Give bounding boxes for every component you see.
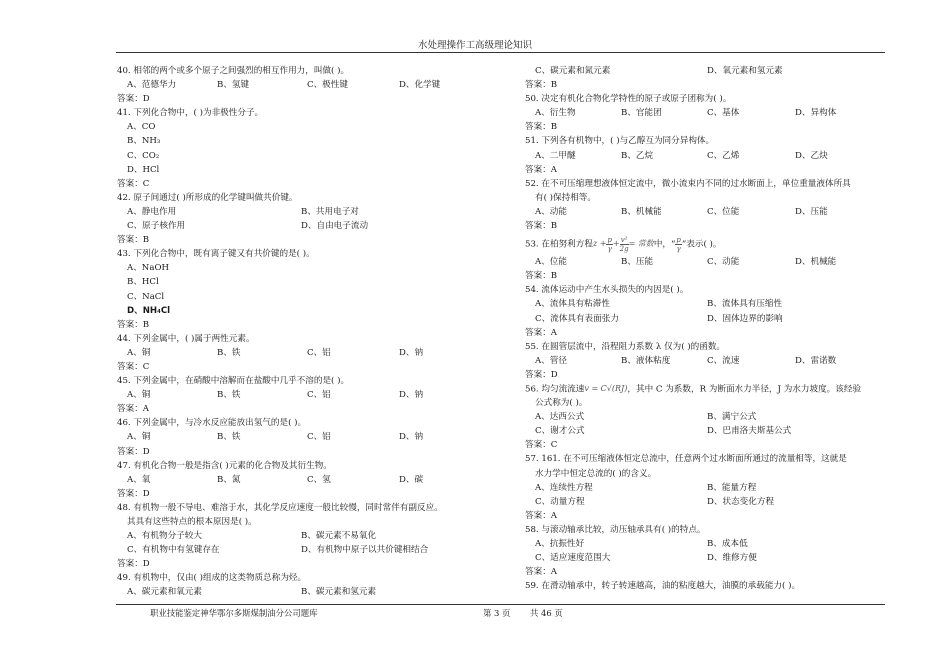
options-row	[525, 410, 887, 424]
option-item: C、铝	[307, 390, 331, 401]
option-item: D、巴甫洛夫斯基公式	[707, 426, 792, 437]
option-line: D、NH₄Cl	[127, 305, 171, 316]
option-item: C、极性键	[307, 80, 348, 91]
option-item: D、钠	[399, 432, 424, 443]
option-item: A、有机物分子较大	[127, 531, 202, 542]
question-text: 50. 决定有机化合物化学特性的原子或原子团称为( )。	[525, 94, 732, 105]
question-text-part: 中，“	[653, 239, 676, 250]
eq-numerator: p	[676, 235, 681, 244]
options-row	[117, 473, 499, 487]
question-text: 49. 有机物中，仅由( )组成的这类物质总称为烃。	[117, 573, 307, 584]
option-line: D、HCl	[127, 164, 160, 175]
option-item: D、钠	[399, 390, 424, 401]
eq-fraction	[620, 236, 629, 253]
options-row	[525, 495, 887, 509]
eq-numerator: p	[607, 235, 612, 244]
answer-line: 答案：B	[525, 122, 558, 133]
question-text-continued: 公式称为( )。	[535, 398, 588, 409]
question-text: 43. 下列化合物中，既有离子键又有共价键的是( )。	[117, 249, 315, 260]
eq-denominator: γ	[676, 244, 681, 253]
option-item: D、乙炔	[795, 150, 828, 161]
footer-page-number: 第 3 页	[483, 608, 511, 618]
options-row	[525, 205, 887, 219]
option-line: B、HCl	[127, 277, 159, 288]
answer-line: 答案：A	[117, 404, 149, 415]
option-item: A、位能	[535, 257, 567, 268]
answer-line: 答案：D	[117, 94, 150, 105]
bernoulli-equation	[593, 233, 654, 255]
option-item: B、乙烷	[621, 150, 654, 161]
option-item: B、流体具有压缩性	[707, 299, 783, 310]
option-item: A、范德华力	[127, 80, 177, 91]
option-item: C、适应速度范围大	[535, 553, 611, 564]
options-row	[117, 529, 499, 543]
option-item: B、碳元素不易氧化	[301, 531, 377, 542]
options-row	[525, 255, 887, 269]
option-line: C、CO₂	[127, 150, 160, 161]
question-text: 48. 有机物一般不导电、难溶于水，其化学反应速度一般比较慢，同时常伴有副反应。	[117, 502, 443, 513]
option-item: D、压能	[795, 206, 828, 217]
question-text: 55. 在圆管层流中，沿程阻力系数 λ 仅为( )的函数。	[525, 341, 726, 352]
option-item: C、基体	[707, 108, 740, 119]
answer-line: 答案：B	[117, 235, 150, 246]
options-row	[525, 297, 887, 311]
options-row	[525, 64, 887, 78]
option-item: C、有机物中有氢键存在	[127, 545, 220, 556]
option-item: A、铜	[127, 347, 151, 358]
option-item: B、铁	[217, 347, 241, 358]
option-item: C、动量方程	[535, 496, 585, 507]
options-row	[117, 346, 499, 360]
footer-source: 职业技能鉴定神华鄂尔多斯煤制油分公司题库	[150, 608, 318, 618]
option-item: A、铜	[127, 432, 151, 443]
option-item: C、氢	[307, 474, 331, 485]
options-row	[525, 106, 887, 120]
options-row	[117, 78, 499, 92]
option-item: C、铝	[307, 347, 331, 358]
option-item: B、铁	[217, 390, 241, 401]
options-row	[525, 481, 887, 495]
question-text: 58. 与滚动轴承比较，动压轴承具有( )的特点。	[525, 524, 706, 535]
answer-line: 答案：A	[525, 510, 557, 521]
option-item: B、碳元素和氢元素	[301, 587, 377, 598]
question-text-part: 56. 均匀流流速	[525, 384, 585, 395]
question-text: 57. 161. 在不可压缩液体恒定总流中，任意两个过水断面所通过的流量相等，这就是	[525, 454, 847, 465]
option-item: A、流体具有粘滞性	[535, 299, 610, 310]
option-line: C、NaCl	[127, 291, 165, 302]
eq-denominator: γ	[607, 244, 612, 253]
option-item: C、乙烯	[707, 150, 740, 161]
answer-line: 答案：A	[525, 164, 557, 175]
option-item: C、位能	[707, 206, 740, 217]
question-text: 40. 相邻的两个或多个原子之间强烈的相互作用力，叫做( )。	[117, 66, 350, 76]
answer-line: 答案：B	[117, 319, 150, 330]
option-item: B、能量方程	[707, 482, 757, 493]
option-item: D、钠	[399, 347, 424, 358]
options-row	[117, 205, 499, 219]
options-row	[525, 149, 887, 163]
answer-line: 答案：D	[117, 488, 150, 499]
option-item: D、有机物中原子以共价键相结合	[301, 545, 429, 556]
option-item: B、共用电子对	[301, 206, 359, 217]
option-item: B、官能团	[621, 108, 662, 119]
option-item: B、满宁公式	[707, 412, 757, 423]
options-row	[117, 388, 499, 402]
options-row	[525, 551, 887, 565]
answer-line: 答案：B	[525, 271, 558, 282]
option-item: D、异构体	[795, 108, 837, 119]
option-line: B、NH₃	[127, 136, 161, 147]
answer-line: 答案：D	[117, 446, 150, 457]
question-text: 59. 在滑动轴承中，转子转速越高，油的粘度越大，油膜的承载能力( )。	[525, 581, 801, 592]
right-column	[525, 64, 887, 593]
answer-line: 答案：D	[525, 369, 558, 380]
option-item: B、机械能	[621, 206, 662, 217]
question-text: 41. 下列化合物中，( )为非极性分子。	[117, 108, 264, 119]
question-text-continued: 其具有这些特点的根本原因是( )。	[127, 517, 257, 527]
left-column	[117, 64, 499, 600]
option-item: C、原子核作用	[127, 221, 186, 232]
option-item: D、状态变化方程	[707, 496, 775, 507]
option-item: A、静电作用	[127, 206, 177, 217]
question-text: 52. 在不可压缩理想液体恒定流中，微小流束内不同的过水断面上，单位重量液体所具	[525, 178, 851, 189]
answer-line: 答案：B	[525, 221, 558, 232]
option-item: B、成本低	[707, 539, 748, 549]
option-item: B、铁	[217, 432, 241, 443]
option-item: A、动能	[535, 206, 567, 217]
option-item: C、谢才公式	[535, 426, 585, 437]
option-item: A、连续性方程	[535, 482, 593, 493]
options-row	[525, 312, 887, 326]
option-item: A、铜	[127, 390, 151, 401]
option-item: D、碳	[399, 474, 424, 485]
options-row	[525, 424, 887, 438]
question-text	[525, 382, 887, 396]
question-text-continued: 水力学中恒定总流的( )的含义。	[535, 468, 657, 479]
question-text-part: ”表示( )。	[681, 239, 722, 250]
option-item: A、抗振性好	[535, 539, 585, 549]
answer-line: 答案：D	[117, 559, 150, 570]
option-line: A、NaOH	[127, 263, 169, 274]
option-line: A、CO	[127, 122, 156, 133]
options-row	[117, 219, 499, 233]
option-item: D、固体边界的影响	[707, 313, 783, 324]
header-rule	[116, 52, 885, 53]
question-text-part: 53. 在柏努利方程	[525, 239, 593, 250]
eq-denominator: 2g	[619, 244, 629, 253]
question-text: 42. 原子间通过( )所形成的化学键叫做共价键。	[117, 192, 298, 203]
question-text: 44. 下列金属中，( )属于两性元素。	[117, 333, 255, 344]
option-item: A、达西公式	[535, 412, 585, 423]
options-row	[117, 430, 499, 444]
eq-term: z +	[592, 239, 607, 249]
page-header-title: 水处理操作工高级理论知识	[417, 40, 532, 51]
question-text: 47. 有机化合物一般是指含( )元素的化合物及其衍生物。	[117, 460, 332, 471]
question-text-part: ，其中 C 为系数，R 为断面水力半径，J 为水力坡度。该经验	[627, 384, 862, 395]
answer-line: 答案：C	[117, 361, 150, 372]
option-item: B、氢键	[217, 80, 250, 91]
question-text: 51. 下列各有机物中，( )与乙醇互为同分异构体。	[525, 136, 715, 147]
option-item: C、铝	[307, 432, 331, 443]
question-text: 45. 下列金属中，在硝酸中溶解而在盐酸中几乎不溶的是( )。	[117, 376, 350, 387]
option-item: A、二甲醚	[535, 150, 576, 161]
option-item: D、自由电子流动	[301, 221, 369, 232]
option-item: D、维修方便	[707, 553, 757, 564]
question-text: 46. 下列金属中，与冷水反应能放出氢气的是( )。	[117, 418, 307, 429]
eq-numerator: v²	[620, 235, 628, 244]
option-item: A、管径	[535, 355, 567, 366]
options-row	[117, 543, 499, 557]
footer-page-total: 共 46 页	[530, 608, 563, 618]
option-item: C、碳元素和氮元素	[535, 66, 611, 76]
answer-line: 答案：A	[525, 567, 557, 578]
footer-rule	[116, 604, 885, 605]
option-item: C、流体具有表面张力	[535, 313, 619, 324]
option-item: D、雷诺数	[795, 355, 837, 366]
option-item: D、化学键	[399, 80, 441, 91]
answer-line: 答案：C	[117, 178, 150, 189]
eq-term: = 常数	[628, 239, 654, 249]
option-item: C、动能	[707, 257, 740, 268]
answer-line: 答案：B	[525, 80, 558, 91]
option-item: A、衍生物	[535, 108, 576, 119]
question-text	[525, 233, 887, 255]
question-text: 54. 流体运动中产生水头损失的内因是( )。	[525, 285, 689, 296]
question-text-continued: 有( )保持相等。	[535, 192, 596, 203]
option-item: D、机械能	[795, 257, 837, 268]
option-item: B、液体粘度	[621, 355, 671, 366]
eq-term: +	[612, 239, 620, 249]
answer-line: 答案：A	[525, 327, 557, 338]
options-row	[525, 537, 887, 551]
option-item: A、氧	[127, 474, 151, 485]
answer-line: 答案：C	[525, 440, 558, 451]
chezy-formula: v = C√(RJ)	[584, 383, 628, 393]
option-item: A、碳元素和氧元素	[127, 587, 202, 598]
option-item: B、压能	[621, 257, 654, 268]
options-row	[525, 354, 887, 368]
option-item: B、氮	[217, 474, 241, 485]
option-item: D、氧元素和氢元素	[707, 66, 783, 76]
options-row	[117, 585, 499, 599]
option-item: C、流速	[707, 355, 740, 366]
